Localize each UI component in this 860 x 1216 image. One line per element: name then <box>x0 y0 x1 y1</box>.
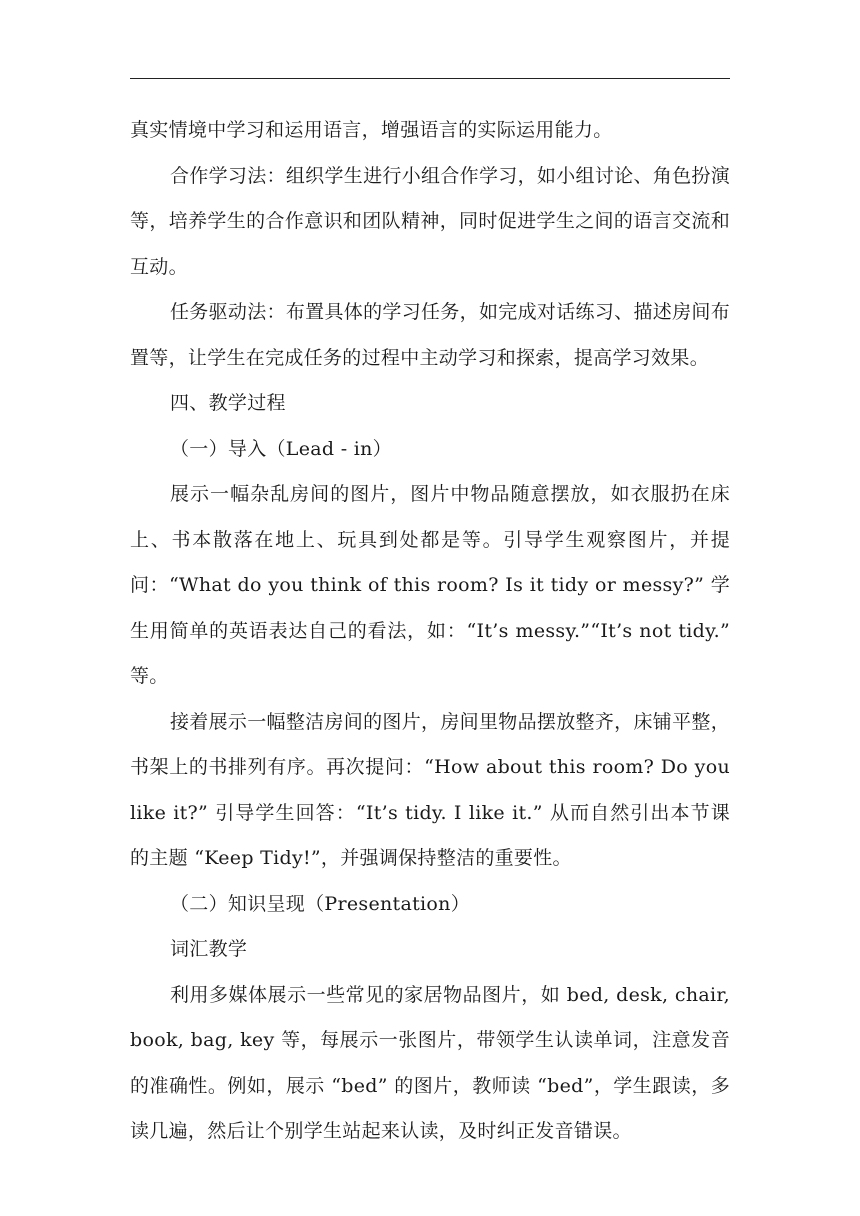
subheading-lead-in: （一）导入（Lead - in） <box>170 437 392 460</box>
paragraph-cooperative-learning: 合作学习法：组织学生进行小组合作学习，如小组讨论、角色扮演等，培养学生的合作意识和团队精神，同时促进学生之间的语言交流和互动。 <box>130 164 730 278</box>
subheading-presentation: （二）知识呈现（Presentation） <box>170 892 470 915</box>
header-rule <box>130 78 730 79</box>
subheading-vocabulary: 词汇教学 <box>170 938 248 960</box>
paragraph-continuation: 真实情境中学习和运用语言，增强语言的实际运用能力。 <box>130 119 613 141</box>
section-heading-teaching-process: 四、教学过程 <box>170 392 286 414</box>
paragraph-vocabulary-teaching: 利用多媒体展示一些常见的家居物品图片，如 bed, desk, chair, book, bag, key 等，每展示一张图片，带领学生认读单词，注意发音的准确性。例如，展示 “bed” 的图片，教师读 “bed”，学生跟读，多读几遍，然后让个别学生站起来认读，及时纠正发音错误。 <box>130 983 730 1142</box>
document-body <box>130 108 730 1155</box>
paragraph-tidy-room: 接着展示一幅整洁房间的图片，房间里物品摆放整齐，床铺平整，书架上的书排列有序。再次提问：“How about this room? Do you like it?” 引导学生回答：“It’s tidy. I like it.” 从而自然引出本节课的主题 “Keep Tidy!”，并强调保持整洁的重要性。 <box>130 710 730 869</box>
paragraph-task-driven: 任务驱动法：布置具体的学习任务，如完成对话练习、描述房间布置等，让学生在完成任务的过程中主动学习和探索，提高学习效果。 <box>130 301 730 369</box>
paragraph-messy-room: 展示一幅杂乱房间的图片，图片中物品随意摆放，如衣服扔在床上、书本散落在地上、玩具到处都是等。引导学生观察图片，并提问：“What do you think of this room? Is it tidy or messy?” 学生用简单的英语表达自己的看法，如：“It’s messy.”“It’s not tidy.” 等。 <box>130 483 730 687</box>
